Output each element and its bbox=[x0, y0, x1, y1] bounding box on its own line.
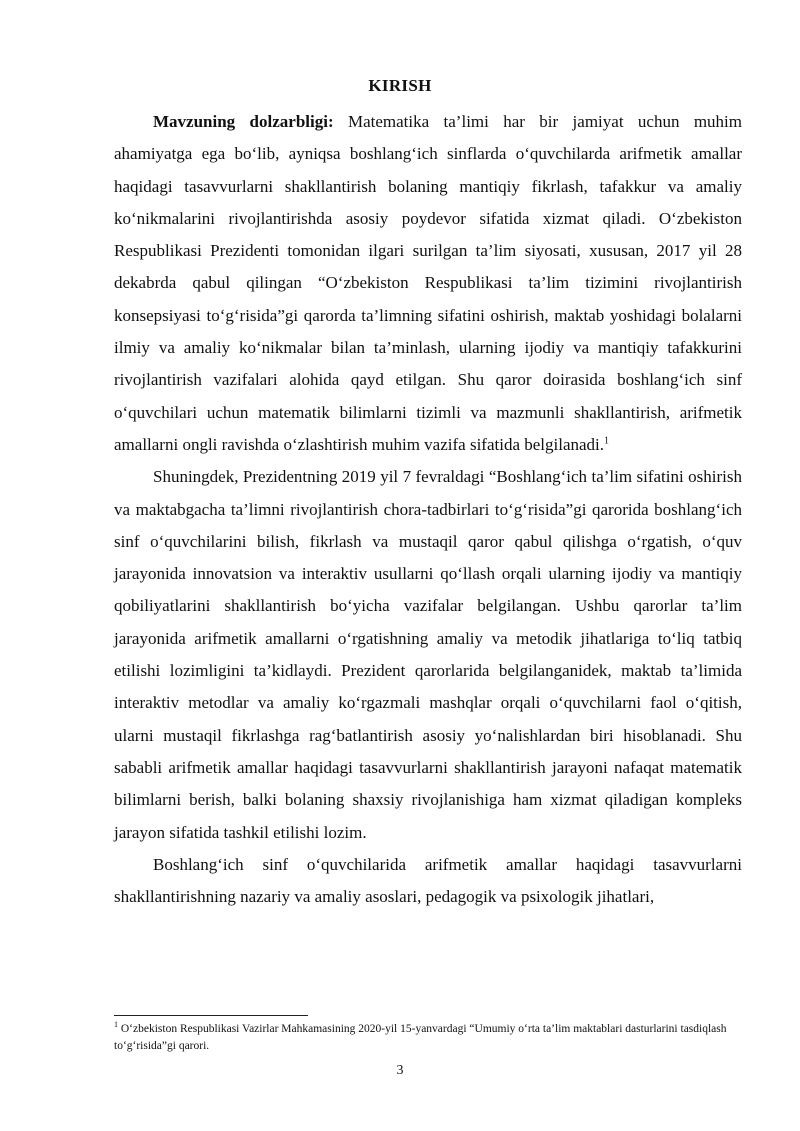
footnote bbox=[114, 1021, 742, 1055]
paragraph-lead: Mavzuning dolzarbligi: bbox=[153, 112, 334, 131]
footnote-marker: 1 bbox=[114, 1020, 118, 1030]
paragraph-1 bbox=[114, 106, 742, 461]
footnote-separator bbox=[114, 1015, 308, 1016]
paragraph-1-text: Matematika ta’limi har bir jamiyat uchun muhim ahamiyatga ega bo‘lib, ayniqsa boshlang‘ich sinflarda o‘quvchilarda arifmetik amallar haqidagi tasavvurlarni shakllantirish bolaning mantiqiy fikrlash, tafakkur va amaliy ko‘nikmalarini rivojlantirishda asosiy poydevor sifatida xizmat qiladi. O‘zbekiston Respublikasi Prezidenti tomonidan ilgari surilgan ta’lim siyosati, xususan, 2017 yil 28 dekabrda qabul qilingan “O‘zbekiston Respublikasi ta’lim tizimini rivojlantirish konsepsiyasi to‘g‘risida”gi qarorda ta’limning sifatini oshirish, maktab yoshidagi bolalarni ilmiy va amaliy ko‘nikmalar bilan ta’minlash, ularning ijodiy va mantiqiy tafakkurini rivojlantirish vazifalari alohida qayd etilgan. Shu qaror doirasida boshlang‘ich sinf o‘quvchilari uchun matematik bilimlarni tizimli va mazmunli shakllantirish, arifmetik amallarni ongli ravishda o‘zlashtirish muhim vazifa sifatida belgilanadi. bbox=[114, 112, 742, 454]
paragraph-3: Boshlang‘ich sinf o‘quvchilarida arifmetik amallar haqidagi tasavvurlarni shakllantirishning nazariy va amaliy asoslari, pedagogik va psixologik jihatlari, bbox=[114, 854, 742, 907]
footnote-text: O‘zbekiston Respublikasi Vazirlar Mahkamasining 2020-yil 15-yanvardagi “Umumiy o‘rta ta’lim maktablari dasturlarini tasdiqlash to‘g‘risida”gi qarori. bbox=[114, 1023, 727, 1052]
footnote-reference: 1 bbox=[604, 435, 610, 447]
page-number: 3 bbox=[396, 1063, 404, 1078]
section-heading: KIRISH bbox=[368, 76, 432, 95]
paragraph-2: Shuningdek, Prezidentning 2019 yil 7 fevraldagi “Boshlang‘ich ta’lim sifatini oshirish va maktabgacha ta’limni rivojlantirish chora-tadbirlari to‘g‘risida”gi qarorida boshlang‘ich sinf o‘quvchilarini bilish, fikrlash va mustaqil qaror qabul qilishga o‘rgatish, o‘quv jarayonida innovatsion va interaktiv usullarni qo‘llash orqali ularning ijodiy va mantiqiy qobiliyatlarini shakllantirish bo‘yicha vazifalar belgilangan. Ushbu qarorlar ta’lim jarayonida arifmetik amallarni o‘rgatishning amaliy va metodik jihatlariga to‘liq tatbiq etilishi lozimligini ta’kidlaydi. Prezident qarorlarida belgilanganidek, maktab ta’limida interaktiv metodlar va amaliy ko‘rgazmali mashqlar orqali o‘quvchilarni faol o‘qitish, ularni mustaqil fikrlashga rag‘batlantirish asosiy yo‘nalishlardan biri hisoblanadi. Shu sababli arifmetik amallar haqidagi tasavvurlarni shakllantirish jarayoni nafaqat matematik bilimlarni berish, balki bolaning shaxsiy rivojlanishiga ham xizmat qiladigan kompleks jarayon sifatida tashkil etilishi lozim. bbox=[114, 467, 742, 842]
body-text bbox=[114, 106, 742, 913]
